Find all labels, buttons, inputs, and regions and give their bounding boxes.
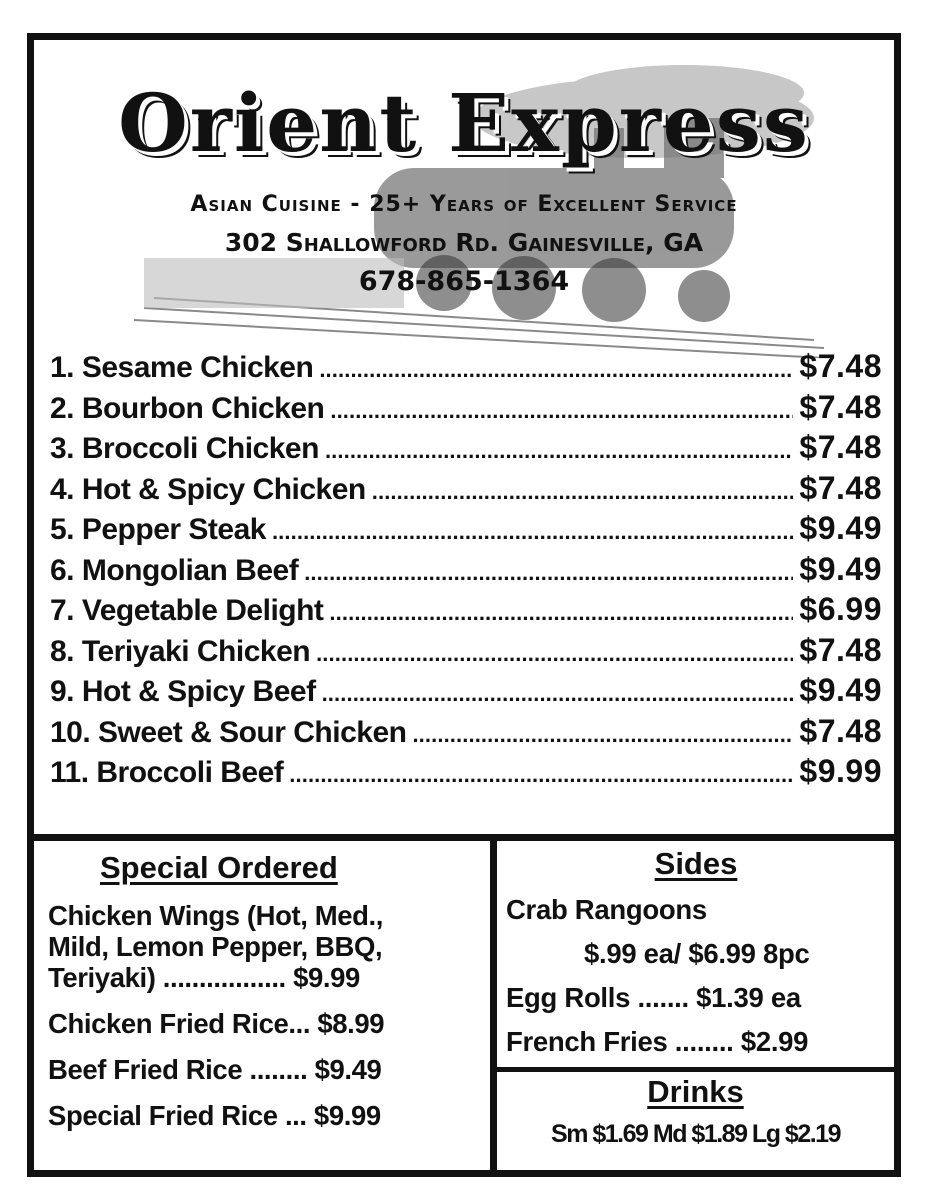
menu-item-price: $6.99 — [799, 591, 882, 627]
leader-dots — [319, 351, 793, 385]
special-item — [48, 1099, 488, 1133]
sides-drinks-divider — [497, 1067, 894, 1072]
menu-item-name: 7. Vegetable Delight — [50, 594, 324, 627]
menu-item — [50, 713, 882, 754]
drinks-title: Drinks — [647, 1074, 744, 1109]
special-item-price: $9.49 — [314, 1054, 382, 1085]
menu-item — [50, 510, 882, 551]
menu-item-name: 2. Bourbon Chicken — [50, 391, 325, 425]
menu-item — [50, 348, 882, 389]
menu-item-name: 11. Broccoli Beef — [50, 756, 284, 789]
crab-rangoons-name: Crab Rangoons — [506, 894, 707, 925]
restaurant-name: Orient Express — [118, 76, 810, 170]
leader-dots — [304, 554, 793, 588]
wings-line-3: Teriyaki) ................. — [48, 962, 286, 993]
menu-item-name: 10. Sweet & Sour Chicken — [50, 715, 407, 749]
main-menu-list — [50, 348, 882, 794]
menu-item-name: 1. Sesame Chicken — [50, 351, 314, 384]
menu-item-price: $7.48 — [799, 469, 882, 506]
sides-title: Sides — [654, 846, 738, 881]
crab-rangoons-price: $.99 ea/ $6.99 8pc — [584, 938, 810, 969]
menu-item — [50, 389, 882, 430]
menu-item-name: 5. Pepper Steak — [50, 513, 266, 546]
leader-dots — [289, 756, 793, 790]
leader-dots — [330, 392, 793, 426]
menu-header — [34, 40, 894, 360]
menu-item — [50, 470, 882, 511]
special-item-name: Beef Fried Rice ........ — [48, 1054, 308, 1085]
menu-item-name: 3. Broccoli Chicken — [50, 432, 319, 465]
wings-line-1: Chicken Wings (Hot, Med., — [48, 900, 384, 931]
menu-item — [50, 632, 882, 673]
menu-item — [50, 591, 882, 632]
wings-price: $9.99 — [293, 962, 360, 993]
menu-item-price: $7.48 — [799, 348, 882, 384]
menu-item-price: $9.49 — [799, 550, 882, 587]
special-item — [48, 1007, 488, 1041]
sides-section — [506, 846, 886, 1058]
drink-prices: Sm $1.69 Md $1.89 Lg $2.19 — [551, 1120, 840, 1148]
menu-item-price: $9.99 — [799, 753, 882, 789]
special-item — [48, 1053, 488, 1087]
leader-dots — [372, 473, 794, 507]
chicken-wings-item — [48, 900, 488, 993]
section-divider — [34, 834, 894, 841]
leader-dots — [316, 635, 793, 669]
menu-item-price: $9.49 — [799, 510, 882, 546]
menu-item — [50, 672, 882, 713]
address: 302 Shallowford Rd. Gainesville, GA — [224, 228, 704, 257]
menu-item-price: $7.48 — [799, 631, 882, 668]
menu-item — [50, 429, 882, 470]
menu-item-price: $9.49 — [799, 672, 882, 708]
leader-dots — [412, 716, 793, 750]
menu-item-name: 9. Hot & Spicy Beef — [50, 675, 316, 708]
leader-dots — [272, 513, 793, 547]
menu-item-price: $7.48 — [799, 388, 882, 425]
special-item-price: $8.99 — [317, 1008, 385, 1039]
special-item-name: Special Fried Rice ... — [48, 1100, 307, 1131]
menu-item-name: 4. Hot & Spicy Chicken — [50, 472, 366, 506]
special-ordered-title: Special Ordered — [100, 850, 338, 885]
french-fries-item: French Fries ........ $2.99 — [506, 1026, 809, 1057]
menu-item — [50, 753, 882, 794]
egg-rolls-item: Egg Rolls ....... $1.39 ea — [506, 982, 801, 1013]
menu-item-name: 6. Mongolian Beef — [50, 553, 299, 587]
menu-item-price: $7.48 — [799, 429, 882, 465]
column-divider — [490, 841, 497, 1177]
phone-number: 678-865-1364 — [358, 266, 570, 297]
leader-dots — [325, 432, 793, 466]
leader-dots — [322, 675, 794, 709]
drinks-section — [497, 1074, 894, 1149]
special-item-name: Chicken Fried Rice... — [48, 1008, 311, 1039]
tagline: Asian Cuisine - 25+ Years of Excellent Service — [190, 192, 738, 217]
menu-item — [50, 551, 882, 592]
special-ordered-section — [48, 850, 488, 1133]
special-item-price: $9.99 — [313, 1100, 381, 1131]
menu-item-name: 8. Teriyaki Chicken — [50, 634, 311, 668]
menu-board — [27, 33, 901, 1177]
leader-dots — [329, 594, 793, 628]
wings-line-2: Mild, Lemon Pepper, BBQ, — [48, 931, 383, 962]
menu-item-price: $7.48 — [799, 712, 882, 749]
